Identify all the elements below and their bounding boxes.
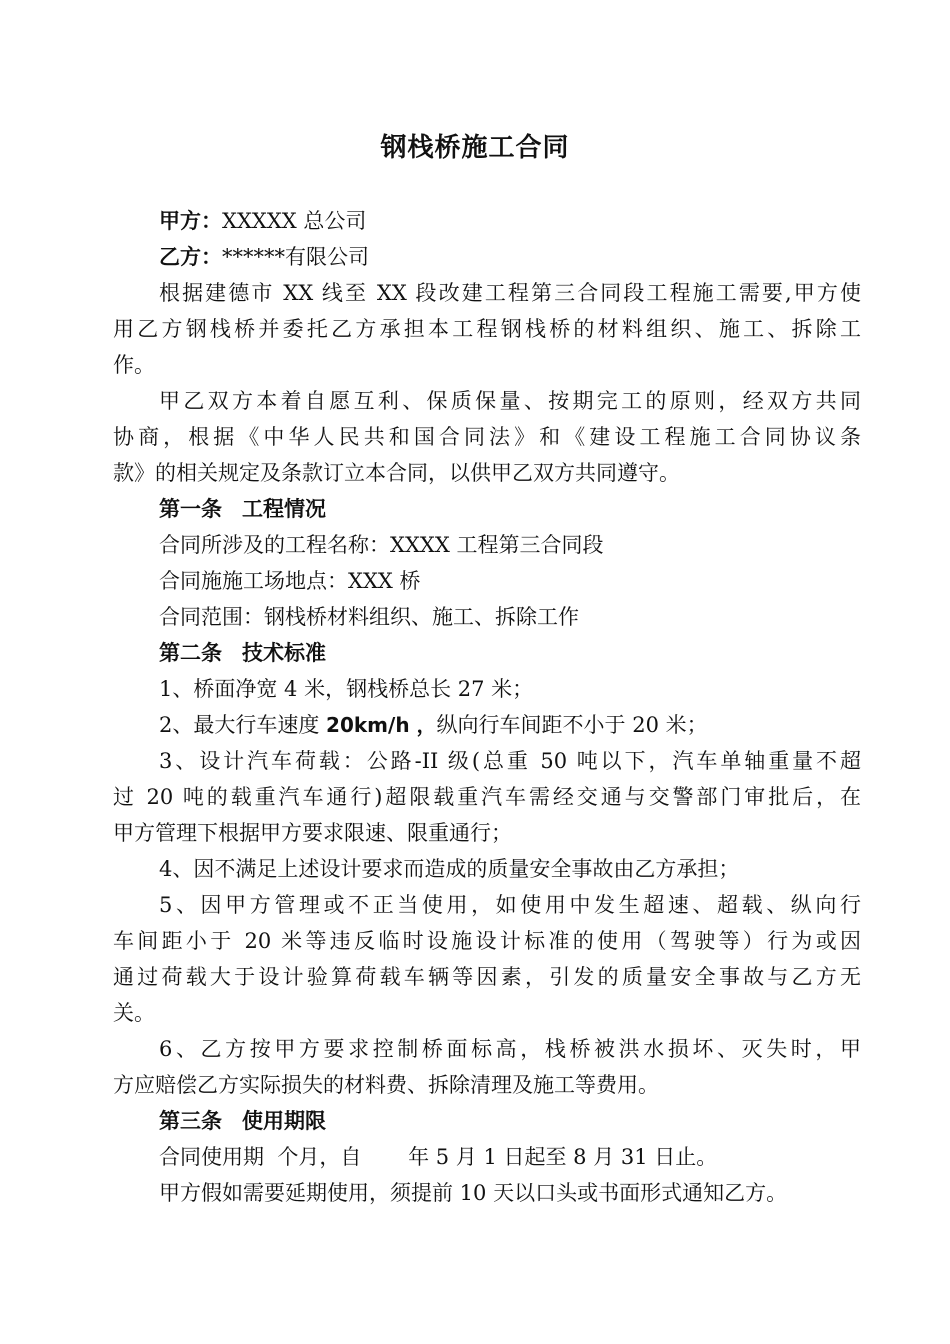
article-2-number: 第二条	[159, 640, 222, 665]
article-2-title: 技术标准	[242, 640, 326, 665]
document-body	[113, 203, 861, 1211]
article-1-heading	[113, 491, 861, 527]
article-2-item-5-line: 车间距小于 20 米等违反临时设施设计标准的使用（驾驶等）行为或因	[113, 929, 861, 953]
article-2-item-5-line: 5、因甲方管理或不正当使用，如使用中发生超速、超载、纵向行	[159, 893, 861, 917]
intro-paragraph-1-line: 作。	[113, 353, 155, 377]
article-1-line: 合同所涉及的工程名称：XXXX 工程第三合同段	[159, 533, 604, 557]
article-2-item-1: 1、桥面净宽 4 米，钢栈桥总长 27 米；	[159, 677, 534, 701]
article-2-item-3-line: 3、设计汽车荷载：公路-II 级(总重 50 吨以下，汽车单轴重量不超	[159, 749, 861, 773]
party-b-label: 乙方：	[159, 244, 222, 269]
article-2-item-5-line: 通过荷载大于设计验算荷载车辆等因素，引发的质量安全事故与乙方无	[113, 965, 861, 989]
article-3-number: 第三条	[159, 1108, 222, 1133]
article-2-item-5-line: 关。	[113, 1001, 155, 1025]
article-3-heading	[113, 1103, 861, 1139]
intro-paragraph-2-line: 协商，根据《中华人民共和国合同法》和《建设工程施工合同协议条	[113, 425, 861, 449]
article-1-title: 工程情况	[242, 496, 326, 521]
article-2-item-6-line: 方应赔偿乙方实际损失的材料费、拆除清理及施工等费用。	[113, 1073, 659, 1097]
article-2-item-2-end: 纵向行车间距不小于 20 米；	[436, 713, 708, 737]
article-2-item-6-line: 6、乙方按甲方要求控制桥面标高，栈桥被洪水损坏、灭失时，甲	[159, 1037, 861, 1061]
article-2-item-3-line: 过 20 吨的载重汽车通行)超限载重汽车需经交通与交警部门审批后，在	[113, 785, 861, 809]
article-1-number: 第一条	[159, 496, 222, 521]
party-a-line	[113, 203, 861, 239]
article-2-item-2-start: 2、最大行车速度	[159, 713, 327, 737]
article-2-item-3-line: 甲方管理下根据甲方要求限速、限重通行；	[113, 821, 512, 845]
article-2-heading	[113, 635, 861, 671]
article-1-line: 合同施施工场地点：XXX 桥	[159, 569, 421, 593]
article-3-title: 使用期限	[242, 1108, 326, 1133]
intro-paragraph-1-line: 根据建德市 XX 线至 XX 段改建工程第三合同段工程施工需要,甲方使	[159, 281, 861, 305]
article-2-item-2	[113, 707, 861, 743]
party-b-line	[113, 239, 861, 275]
intro-paragraph-2-line: 甲乙双方本着自愿互利、保质保量、按期完工的原则，经双方共同	[159, 389, 861, 413]
article-3-line: 甲方假如需要延期使用，须提前 10 天以口头或书面形式通知乙方。	[159, 1181, 788, 1205]
document-title: 钢栈桥施工合同	[380, 133, 570, 163]
party-a-value: XXXXX 总公司	[222, 209, 367, 233]
party-b-value: ******有限公司	[222, 245, 369, 269]
article-1-line: 合同范围：钢栈桥材料组织、施工、拆除工作	[159, 605, 579, 629]
speed-limit-value: 20km/h ，	[326, 713, 437, 737]
article-3-line: 合同使用期 个月，自 年 5 月 1 日起至 8 月 31 日止。	[159, 1145, 718, 1169]
intro-paragraph-1-line: 用乙方钢栈桥并委托乙方承担本工程钢栈桥的材料组织、施工、拆除工	[113, 317, 861, 341]
article-2-item-4: 4、因不满足上述设计要求而造成的质量安全事故由乙方承担；	[159, 857, 740, 881]
intro-paragraph-2-line: 款》的相关规定及条款订立本合同，以供甲乙双方共同遵守。	[113, 461, 680, 485]
party-a-label: 甲方：	[159, 208, 222, 233]
